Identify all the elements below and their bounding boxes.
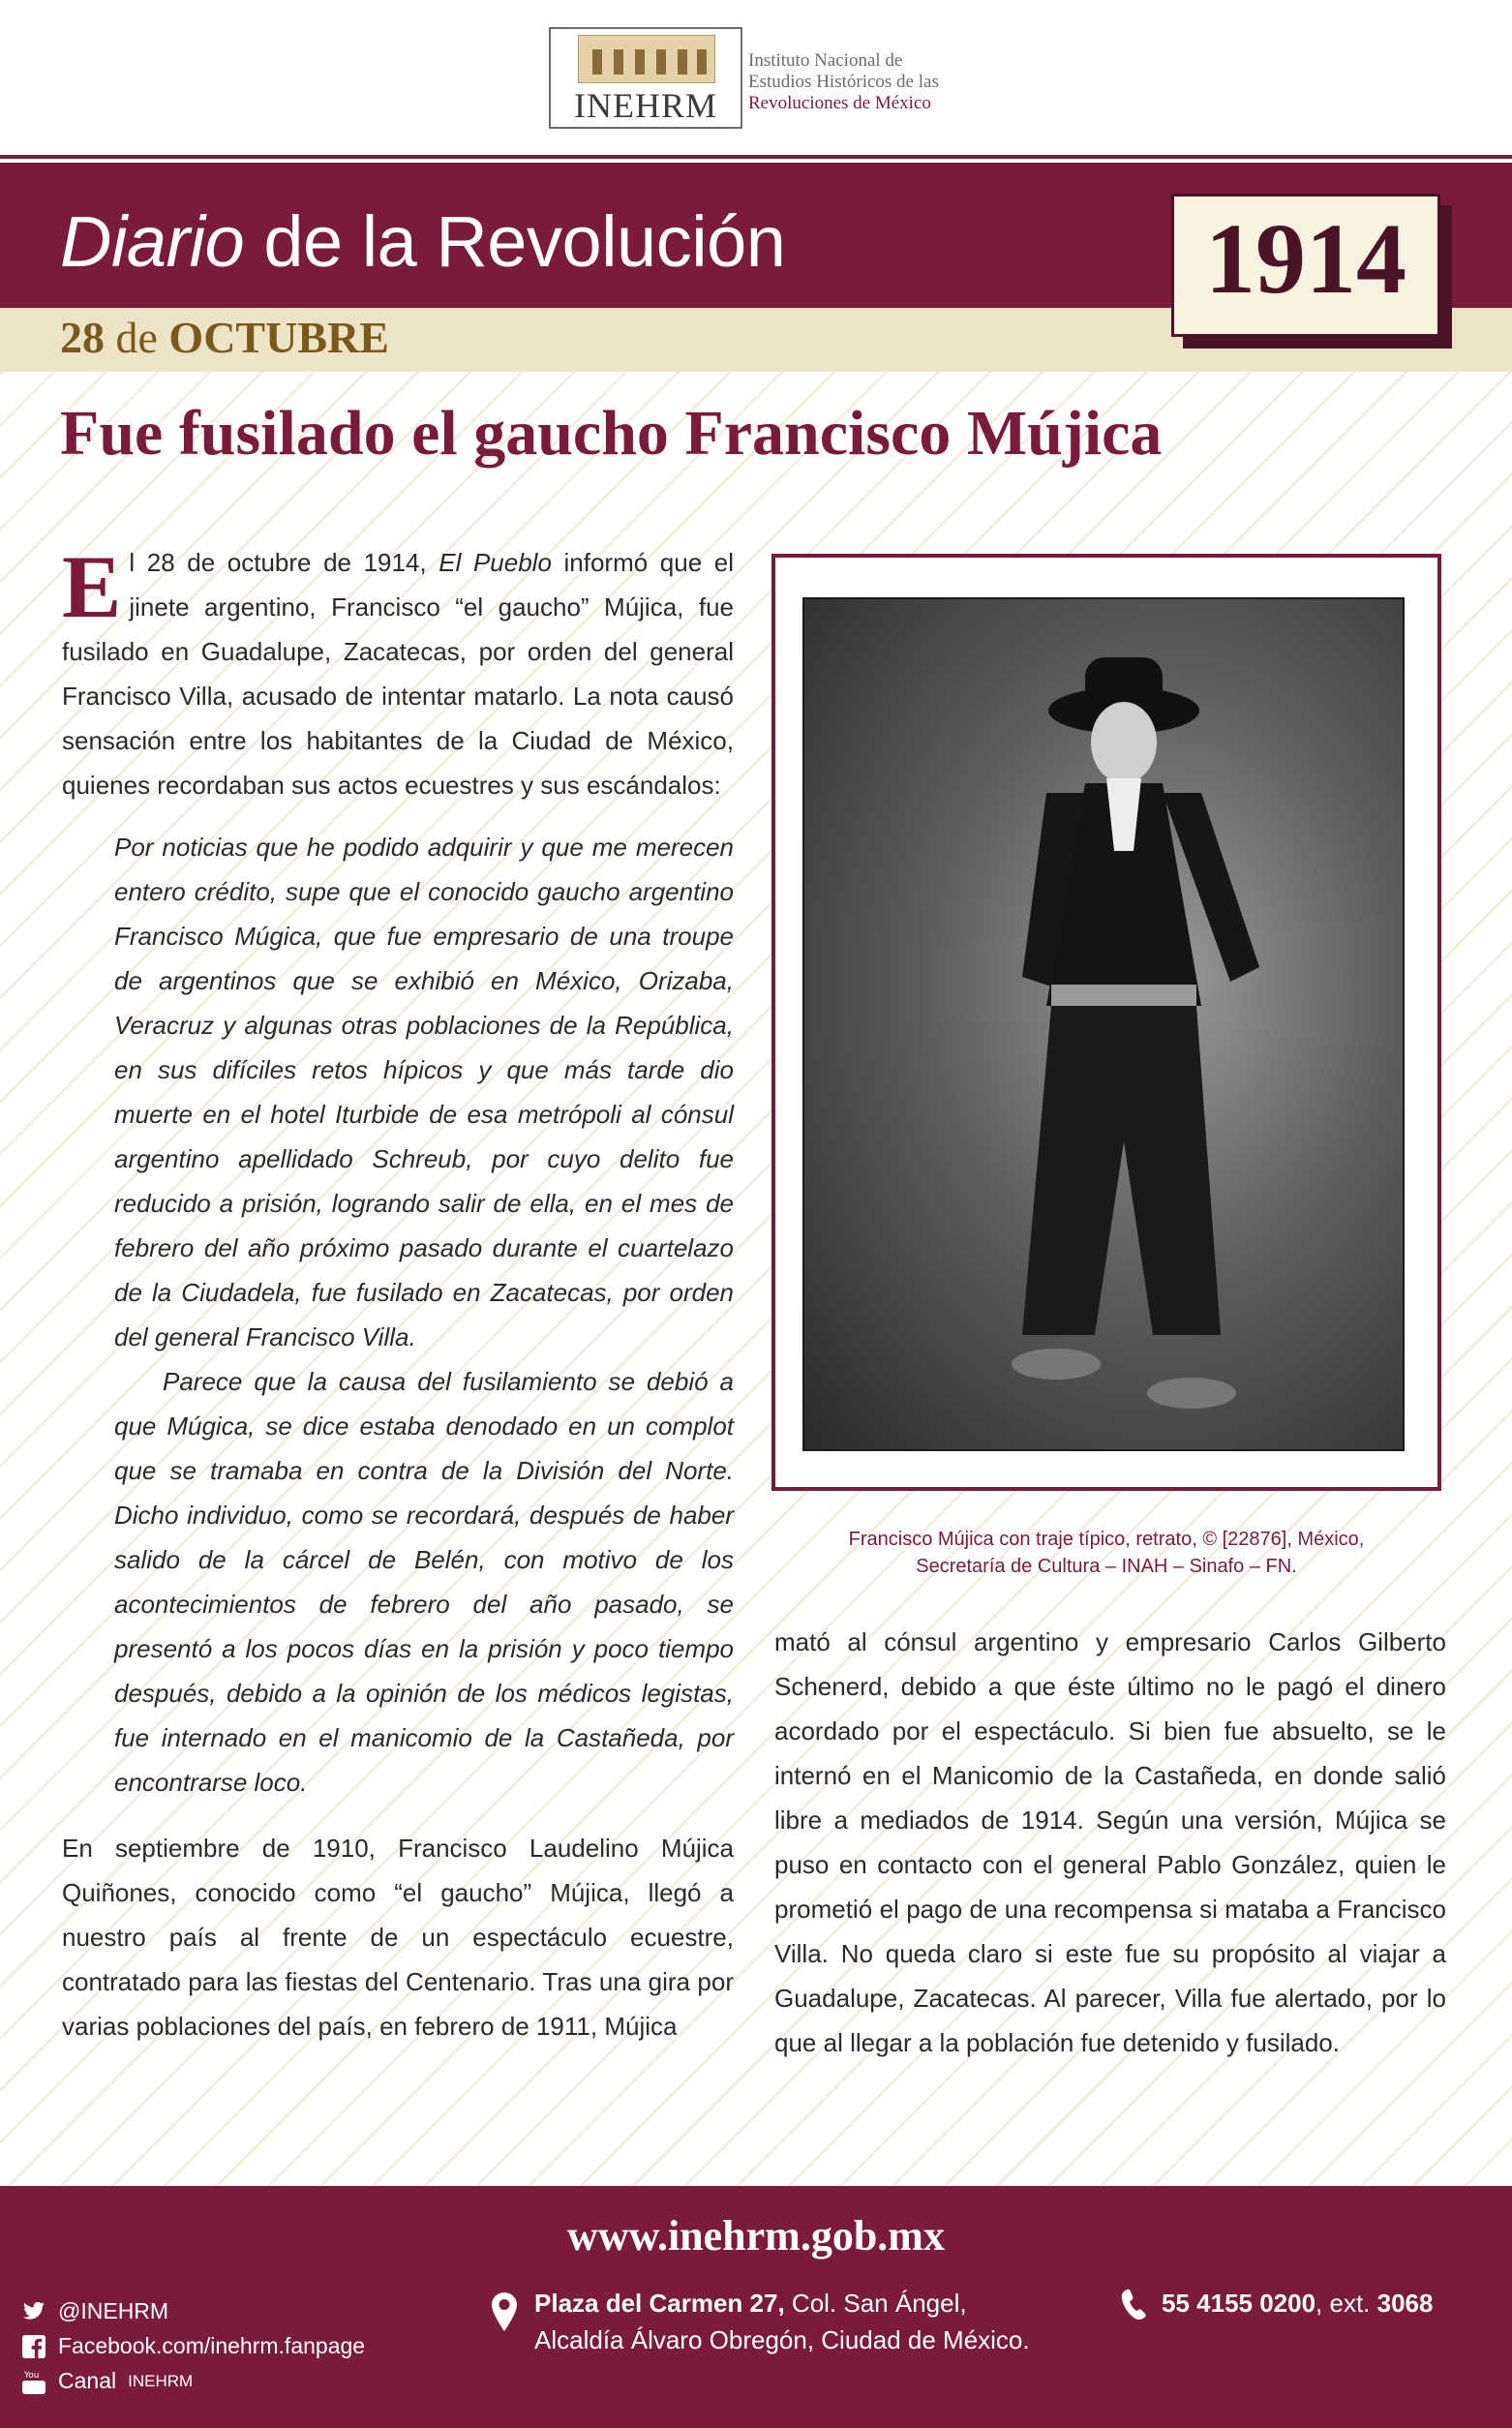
drop-cap: E (62, 537, 122, 636)
article-right-column (774, 1620, 1446, 2065)
header-rule (0, 155, 1512, 159)
phone-icon (1121, 2289, 1146, 2320)
building-icon (578, 35, 715, 83)
photo-caption: Francisco Mújica con traje típico, retrato, © [22876], México, Secretaría de Cultura – INAH – Sinafo – FN. (848, 1529, 1365, 1577)
youtube-link[interactable]: You Canal INEHRM (21, 2368, 193, 2394)
phone-number[interactable]: 55 4155 0200, ext. 3068 (1162, 2289, 1434, 2318)
address: Plaza del Carmen 27, Col. San Ángel, Alcaldía Álvaro Obregón, Ciudad de México. (534, 2289, 1030, 2354)
intro-paragraph: El 28 de octubre de 1914, El Pueblo informó que el jinete argentino, Francisco “el gaucho” Mújica, fue fusilado en Guadalupe, Zacatecas, por orden del general Francisco Villa, acusado de intentar matarlo. La nota causó sensación entre los habitantes de la Ciudad de México, quienes recordaban sus actos ecuestres y sus escándalos: (62, 537, 734, 800)
article-headline: Fue fusilado el gaucho Francisco Mújica (60, 398, 1163, 469)
date-label: 28 de OCTUBRE (60, 313, 389, 362)
article-left-column (62, 537, 734, 2049)
twitter-link[interactable]: @INEHRM (21, 2298, 168, 2324)
website-link[interactable]: www.inehrm.gob.mx (567, 2212, 945, 2260)
inehrm-logo[interactable] (549, 27, 742, 129)
facebook-link[interactable]: Facebook.com/inehrm.fanpage (21, 2333, 365, 2359)
footer (0, 2186, 1512, 2428)
masthead-title: Diario de la Revolución (60, 201, 786, 282)
location-pin-icon (492, 2292, 517, 2331)
paragraph-2: En septiembre de 1910, Francisco Laudelino Mújica Quiñones, conocido como “el gaucho” Mújica, llegó a nuestro país al frente de un espectáculo ecuestre, contratado para las fiestas del Centenario. Tras una gira por varias poblaciones del país, en febrero de 1911, Mújica (62, 1834, 734, 2041)
youtube-icon (21, 2369, 46, 2394)
year-label: 1914 (1205, 203, 1406, 315)
institute-name: Instituto Nacional de Estudios Históricos de las Revoluciones de México (748, 50, 939, 113)
block-quote: Por noticias que he podido adquirir y que me merecen entero crédito, supe que el conocido gaucho argentino Francisco Múgica, que fue empresario de una troupe de argentinos que se exhibió en México, Orizaba, Veracruz y algunas otras poblaciones de la República, en sus difíciles retos hípicos y que más tarde dio muerte en el hotel Iturbide de esa metrópoli al cónsul argentino apellidado Schreub, por cuyo delito fue reducido a prisión, logrando salir de ella, en el mes de febrero del año próximo pasado durante el cuartelazo de la Ciudadela, fue fusilado en Zacatecas, por orden del general Francisco Villa. Parece que la causa del fusilamiento se debió a que Múgica, se dice estaba denodado en un complot que se tramaba en contra de la División del Norte. Dicho individuo, como se recordará, después de haber salido de la cárcel de Belén, con motivo de los acontecimientos de febrero del año pasado, se presentó a los pocos días en la prisión y poco tiempo después, debido a la opinión de los médicos legistas, fue internado en el manicomio de la Castañeda, por encontrarse loco. (114, 833, 734, 1797)
logo-text: INEHRM (574, 86, 717, 125)
facebook-icon (21, 2334, 46, 2359)
portrait-photo (802, 597, 1405, 1451)
portrait-figure-icon (804, 599, 1403, 1449)
twitter-icon (21, 2299, 46, 2324)
svg-text:You: You (24, 2370, 40, 2381)
paragraph-3: mató al cónsul argentino y empresario Carlos Gilberto Schenerd, debido a que éste último no le pagó el dinero acordado por el espectáculo. Si bien fue absuelto, se le internó en el Manicomio de la Castañeda, en donde salió libre a mediados de 1914. Según una versión, Mújica se puso en contacto con el general Pablo González, quien le prometió el pago de una recompensa si mataba a Francisco Villa. No queda claro si este fue su propósito al viajar a Guadalupe, Zacatecas. Al parecer, Villa fue alertado, por lo que al llegar a la población fue detenido y fusilado. (774, 1627, 1446, 2057)
